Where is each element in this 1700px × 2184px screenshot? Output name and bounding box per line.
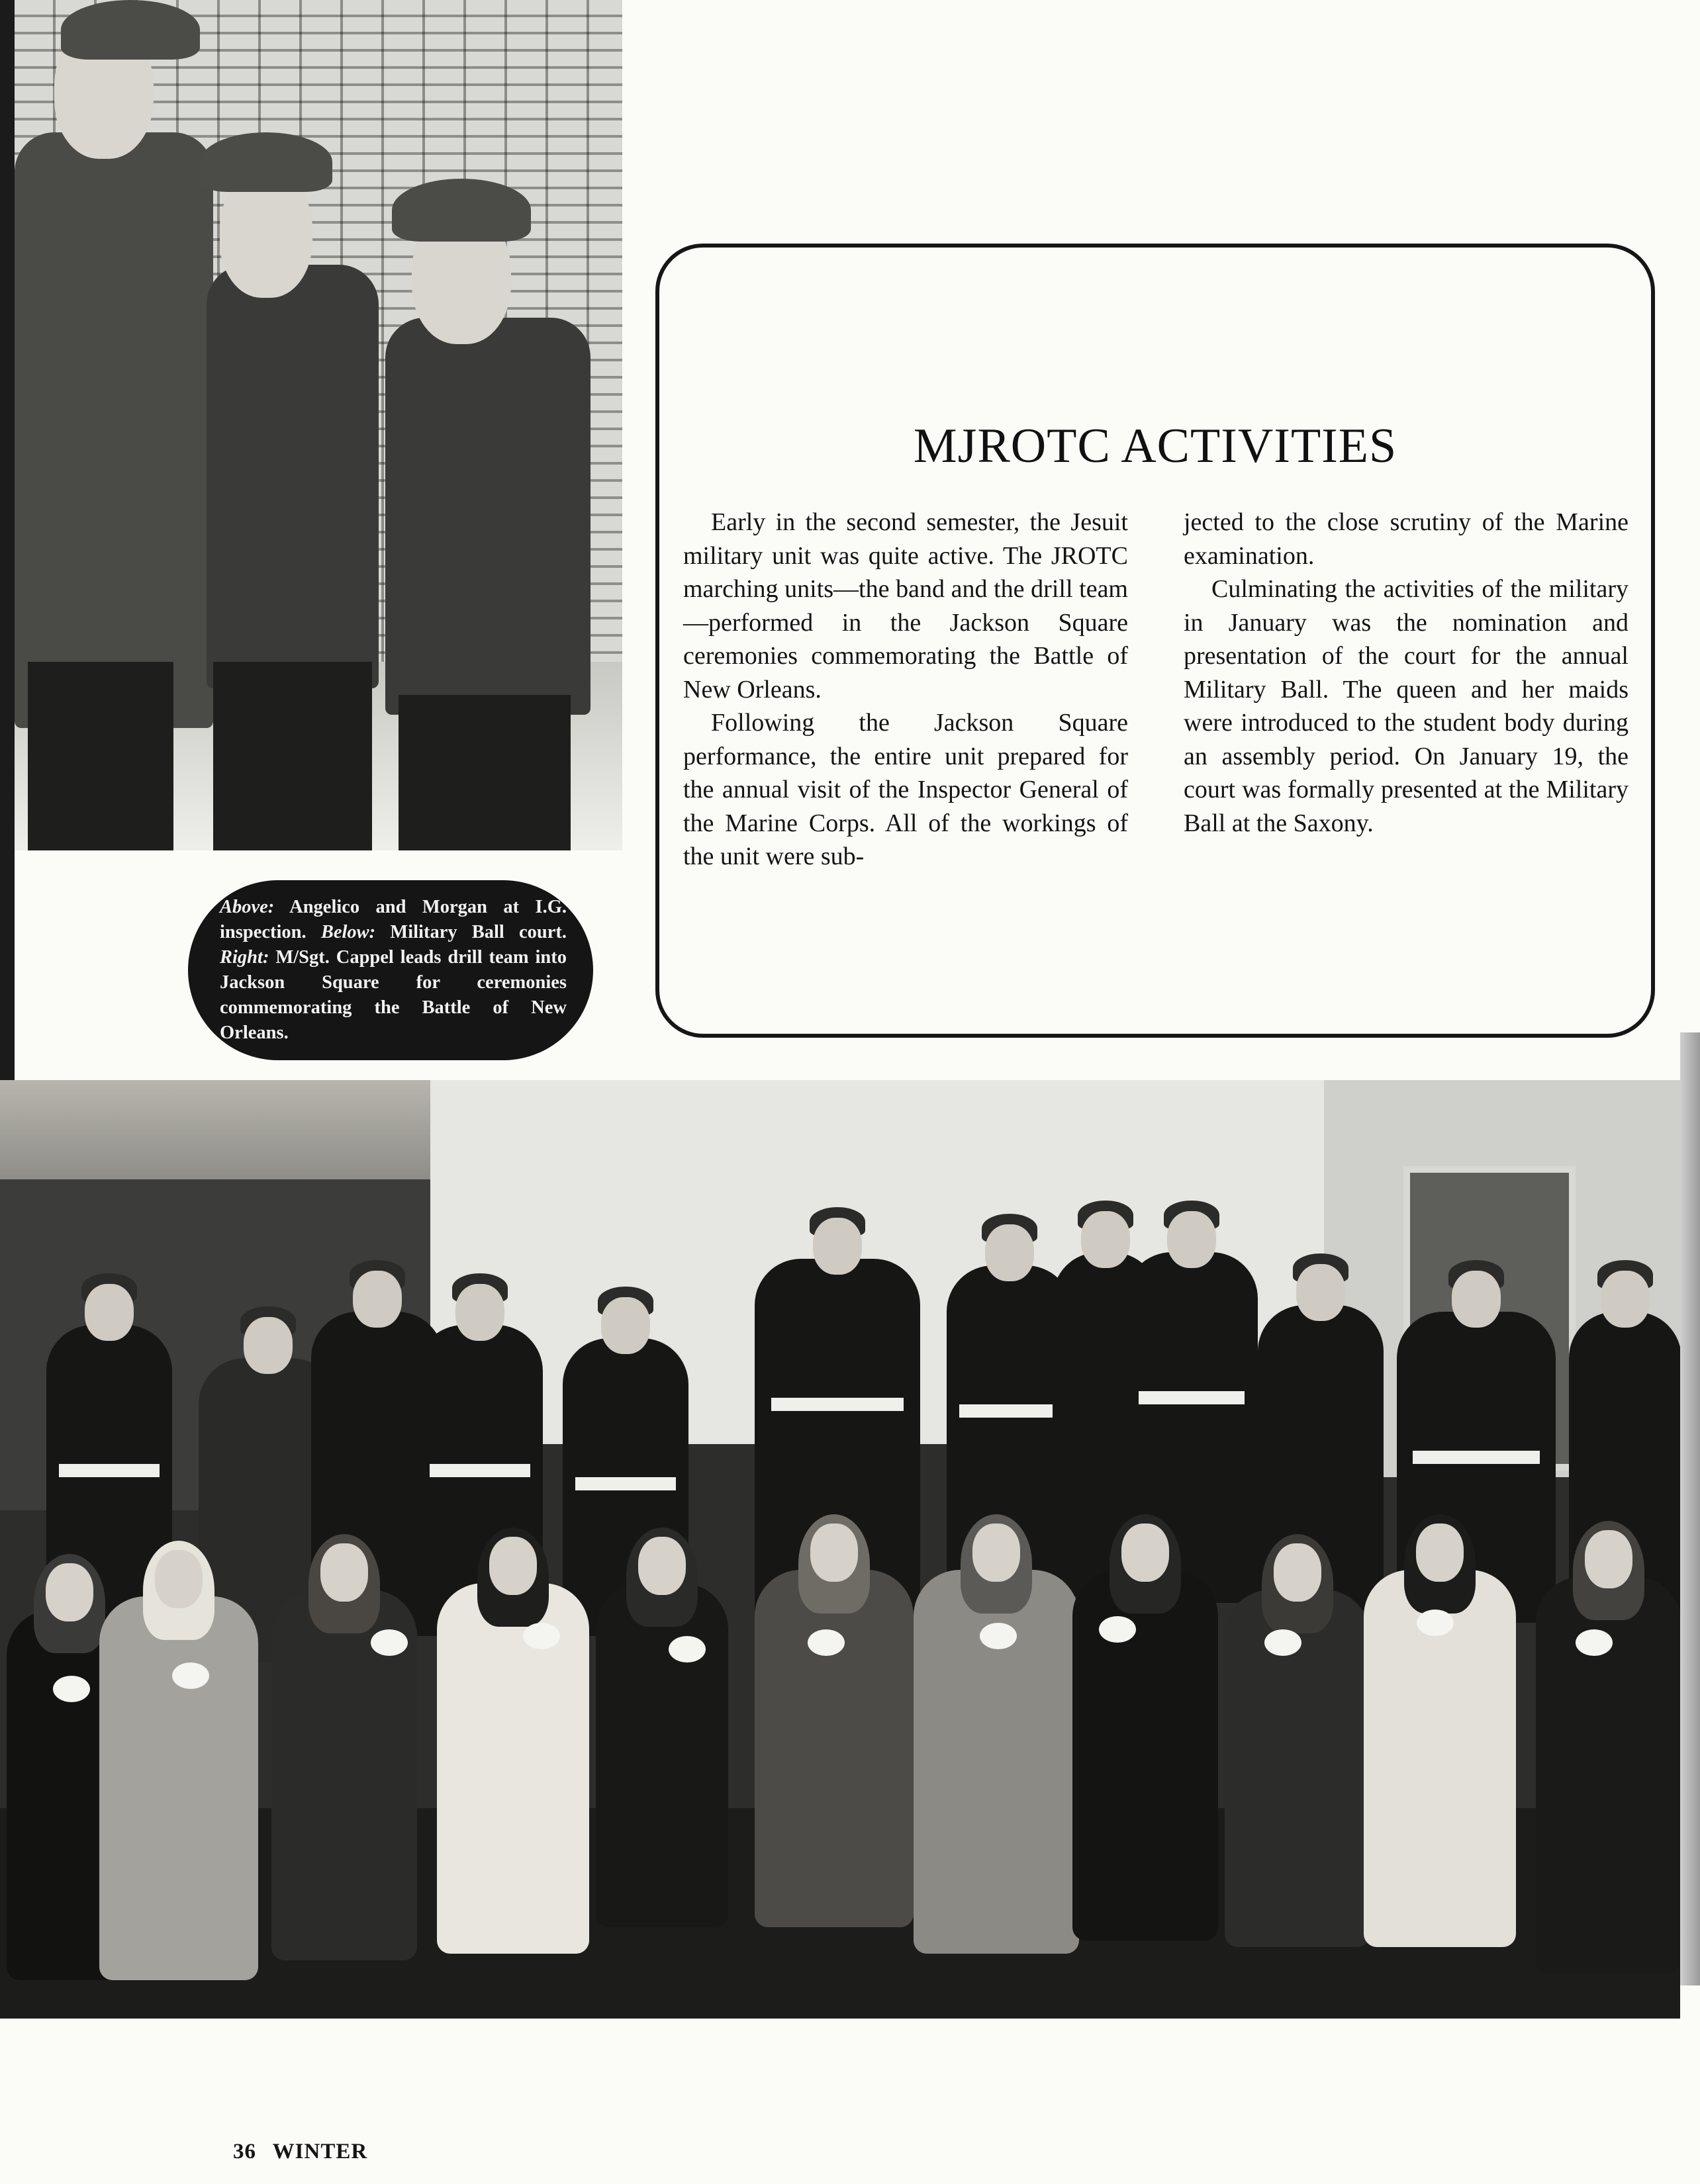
paragraph: jected to the close scrutiny of the Marine examination. — [1184, 508, 1629, 570]
article-column-2 — [1184, 506, 1629, 840]
bouquet — [1099, 1616, 1136, 1643]
article-column-1 — [683, 506, 1128, 874]
paragraph: Early in the second semester, the Jesuit military unit was quite active. The JROTC marching units—the band and the drill team—performed in the Jackson Square ceremonies commemorating the Battle of New Orleans. — [683, 508, 1128, 704]
bouquet — [669, 1636, 706, 1662]
officer-figure — [15, 132, 213, 728]
article-box — [655, 244, 1655, 1038]
caption-above-label: Above: — [220, 897, 275, 917]
inspection-photo — [15, 0, 622, 850]
court-member — [437, 1583, 589, 1954]
court-member — [596, 1583, 728, 1927]
bouquet — [1417, 1610, 1454, 1636]
caption-below-label: Below: — [320, 922, 376, 942]
section-name: WINTER — [272, 2140, 368, 2163]
page-number: 36 — [233, 2140, 256, 2163]
court-member — [1072, 1570, 1218, 1940]
paragraph: Following the Jackson Square performance, the entire unit prepared for the annual visit of the Inspector General of the Marine Corps. All of the workings of the unit were sub- — [683, 709, 1128, 870]
bouquet — [1576, 1629, 1613, 1656]
bouquet — [808, 1629, 845, 1656]
page-footer — [233, 2140, 378, 2164]
court-member — [99, 1596, 258, 1980]
bouquet — [371, 1629, 408, 1656]
article-headline: MJROTC ACTIVITIES — [913, 419, 1397, 473]
bouquet — [523, 1623, 560, 1649]
bouquet — [1264, 1629, 1301, 1656]
military-ball-court-photo — [0, 1080, 1680, 2019]
caption-right-label: Right: — [220, 947, 269, 968]
scan-edge-right — [1680, 1032, 1700, 1985]
paragraph: Culminating the activities of the military in January was the nomination and presentation of the court for the annual Military Ball. The queen and her maids were introduced to the student body during an assembly period. On January 19, the court was formally presented at the Military Ball at the Saxony. — [1184, 575, 1629, 837]
caption-below-text: Military Ball court. — [390, 922, 567, 942]
caption-above-text: Angelico and Morgan at I.G. inspection. — [220, 897, 567, 942]
bouquet — [53, 1676, 90, 1702]
caption-right-text: M/Sgt. Cappel leads drill team into Jackson Square for ceremonies commemorating the Battle of New Orleans. — [220, 947, 567, 1043]
photo-caption — [188, 880, 593, 1060]
bouquet — [980, 1623, 1017, 1649]
court-member — [755, 1570, 914, 1927]
cadet-figure — [207, 265, 379, 688]
cadet-figure — [385, 318, 590, 715]
bouquet — [172, 1662, 209, 1689]
